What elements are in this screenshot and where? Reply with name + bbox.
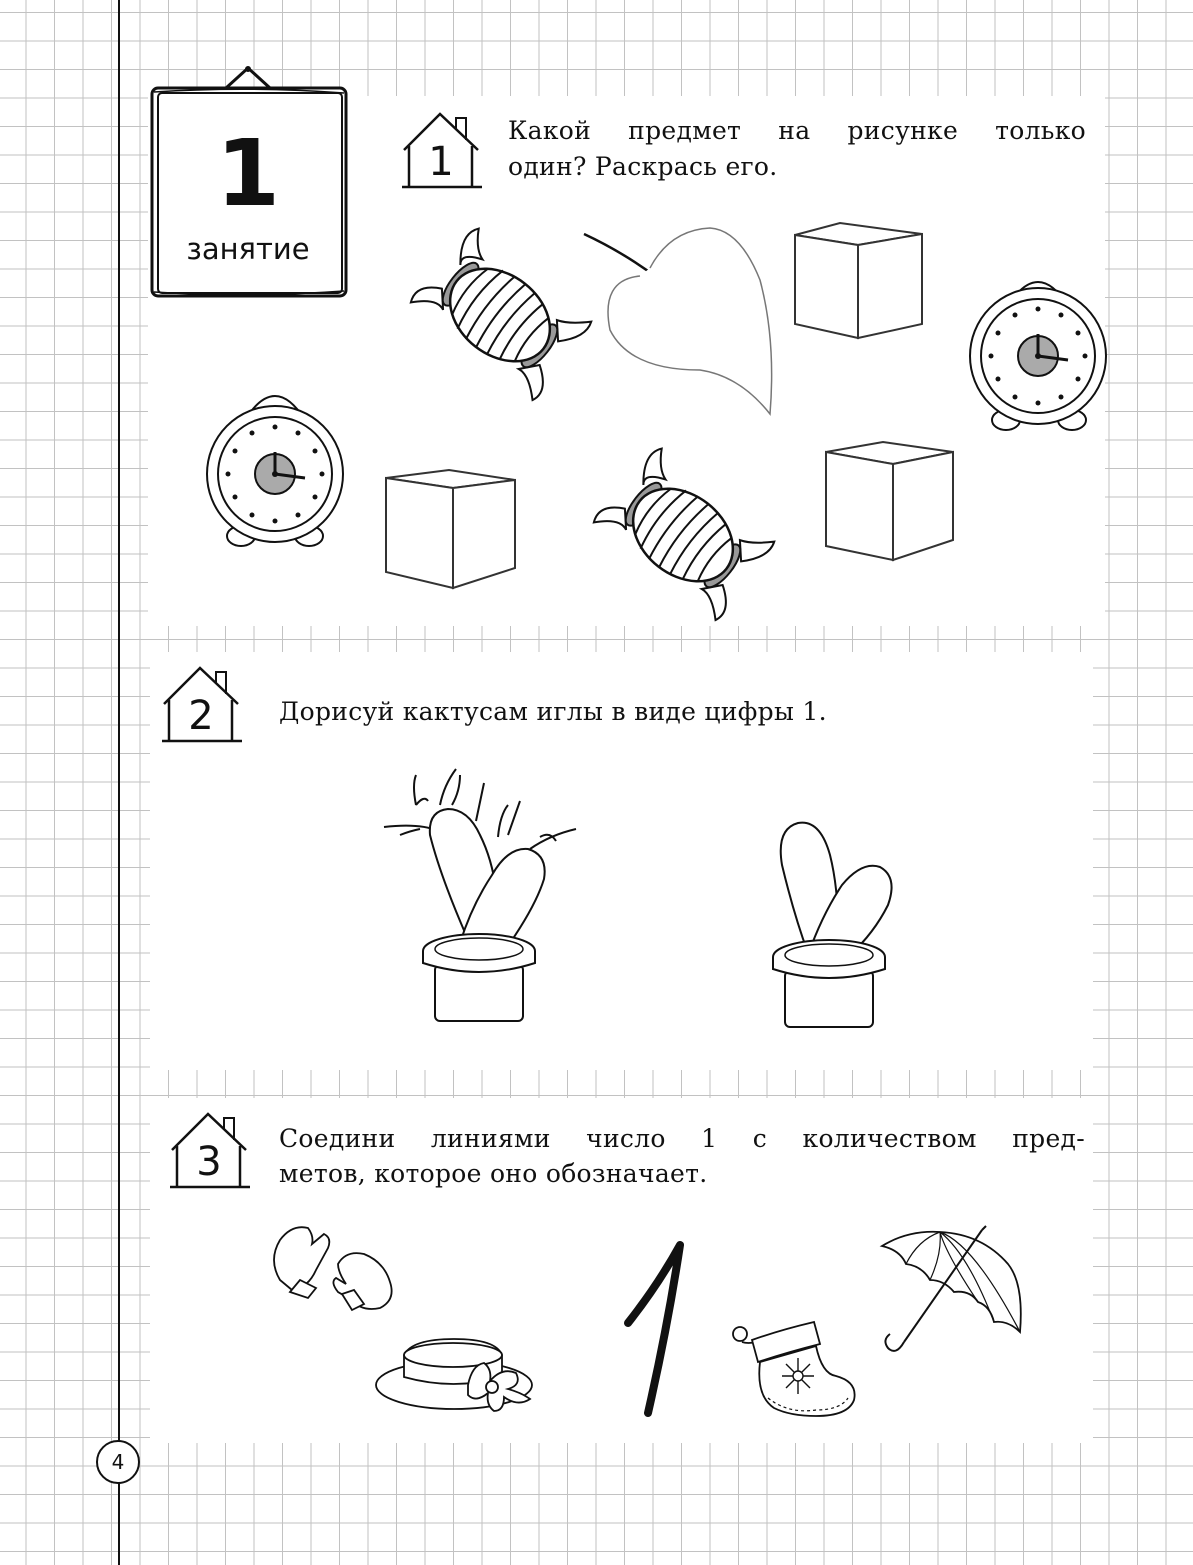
big-digit-label: [0, 0, 1, 1]
alarm-clock-icon: [966, 268, 1111, 436]
cube-icon: [823, 440, 963, 565]
mittens-icon: [268, 1220, 398, 1315]
lesson-number: 1: [215, 120, 280, 227]
margin-line: [118, 0, 120, 1565]
task1-line1: Какой предмет на рисунке только: [508, 116, 1086, 145]
task3-number: 3: [196, 1139, 222, 1185]
task3-house: [168, 1110, 252, 1190]
lesson-card: [148, 62, 348, 300]
task2-number: 2: [188, 693, 214, 739]
candy-icon: [583, 440, 783, 630]
cactus-icon: [758, 815, 908, 1030]
task1-house: [400, 110, 484, 190]
stocking-icon: [728, 1318, 863, 1423]
task3-line1: Соедини линиями число 1 с количеством пред-: [279, 1124, 1085, 1153]
candy-icon: [400, 220, 600, 410]
cactus-icon: [380, 765, 590, 1027]
lesson-label: занятие: [186, 232, 310, 266]
hat-icon: [372, 1325, 537, 1415]
big-digit-one-glyph: [618, 1235, 688, 1420]
leaf-icon: [580, 220, 780, 420]
umbrella-icon: [878, 1224, 1028, 1364]
task2-house: [160, 664, 244, 744]
task1-line2: один? Раскрась его.: [508, 152, 778, 181]
page-number: 4: [96, 1440, 140, 1484]
task3-line2: метов, которое оно обозначает.: [279, 1159, 708, 1188]
cube-icon: [383, 468, 523, 593]
task2-line1: Дорисуй кактусам иглы в виде цифры 1.: [279, 697, 827, 726]
cube-icon: [790, 220, 930, 345]
alarm-clock-icon: [203, 382, 348, 550]
task1-number: 1: [428, 139, 454, 185]
